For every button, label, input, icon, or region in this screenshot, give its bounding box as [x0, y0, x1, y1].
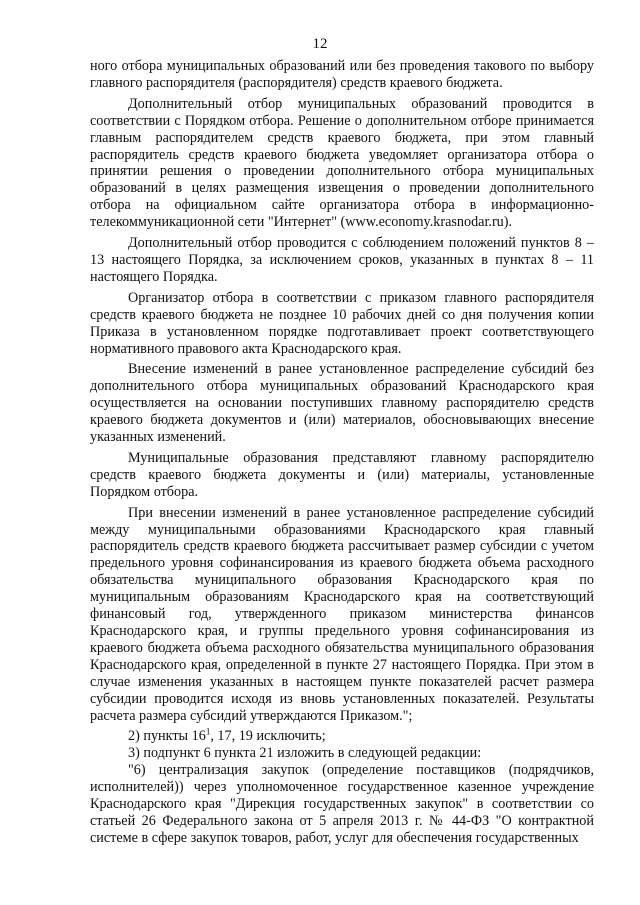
paragraph-changes-without-selection: Внесение изменений в ранее установленное распределение субсидий без дополнительного отбора муниципальных образований Краснодарского края осуществляется на основании поступивших главному распорядителю средств краевого бюджета документов и (или) материалов, обосновывающих внесение указанных изменений.: [90, 361, 594, 446]
paragraph-continuation: ного отбора муниципальных образований или без проведения такового по выбору главного распорядителя (распорядителя) средств краевого бюджета.: [90, 58, 594, 91]
paragraph-additional-selection: Дополнительный отбор муниципальных образований проводится в соответствии с Порядком отбора. Решение о дополнительном отборе принимается главным распорядителем средств краевого бюджета, при этом главный распорядитель средств краевого бюджета уведомляет организатора отбора о принятии решения о проведении дополнительного отбора муниципальных образований в целях размещения извещения о проведении дополнительного отбора на официальном сайте организатора отбора в информационно-телекоммуникационной сети "Интернет" (www.economy.krasnodar.ru).: [90, 95, 594, 231]
paragraph-organizer: Организатор отбора в соответствии с приказом главного распорядителя средств краевого бюджета не позднее 10 рабочих дней со дня получения копии Приказа в установленном порядке подготавливает проект соответствующего нормативного правового акта Краснодарского края.: [90, 289, 594, 357]
paragraph-subsidy-calculation: При внесении изменений в ранее установленное распределение субсидий между муниципальными образованиями Краснодарского края главный распорядитель средств краевого бюджета рассчитывает размер субсидии с учетом предельного уровня софинансирования из краевого бюджета объема расходного обязательства муниципального образования Краснодарского края по муниципальным образованиям Краснодарского края на соответствующий финансовый год, утвержденного приказом министерства финансов Краснодарского края, и группы предельного уровня софинансирования из краевого бюджета объема расходного обязательства муниципального образования Краснодарского края, определенной в пункте 27 настоящего Порядка. При этом в случае изменения указанных в настоящем пункте показателей расчет размера субсидии проводится исходя из вновь установленных показателей. Результаты расчета размера субсидий утверждаются Приказом.";: [90, 504, 594, 724]
list-item-2-prefix: 2) пункты 16: [128, 728, 206, 745]
list-item-2-superscript: 1: [205, 726, 211, 737]
list-item-2-suffix: , 17, 19 исключить;: [210, 728, 326, 745]
page-number: 12: [312, 36, 328, 52]
list-item-3: 3) подпункт 6 пункта 21 изложить в следующей редакции:: [128, 745, 482, 762]
paragraph-selection-rules: Дополнительный отбор проводится с соблюдением положений пунктов 8 – 13 настоящего Порядка, за исключением сроков, указанных в пунктах 8 – 11 настоящего Порядка.: [90, 235, 594, 285]
list-item-2: [90, 728, 594, 745]
document-body: [90, 58, 594, 851]
paragraph-quoted-amendment: "6) централизация закупок (определение поставщиков (подрядчиков, исполнителей)) через уполномоченное государственное казенное учреждение Краснодарского края "Дирекция государственных закупок" в соответствии со статьей 26 Федерального закона от 5 апреля 2013 г. № 44-ФЗ "О контрактной системе в сфере закупок товаров, работ, услуг для обеспечения государственных: [90, 762, 594, 846]
paragraph-municipal-documents: Муниципальные образования представляют главному распорядителю средств краевого бюджета документы и (или) материалы, установленные Порядком отбора.: [90, 449, 594, 500]
